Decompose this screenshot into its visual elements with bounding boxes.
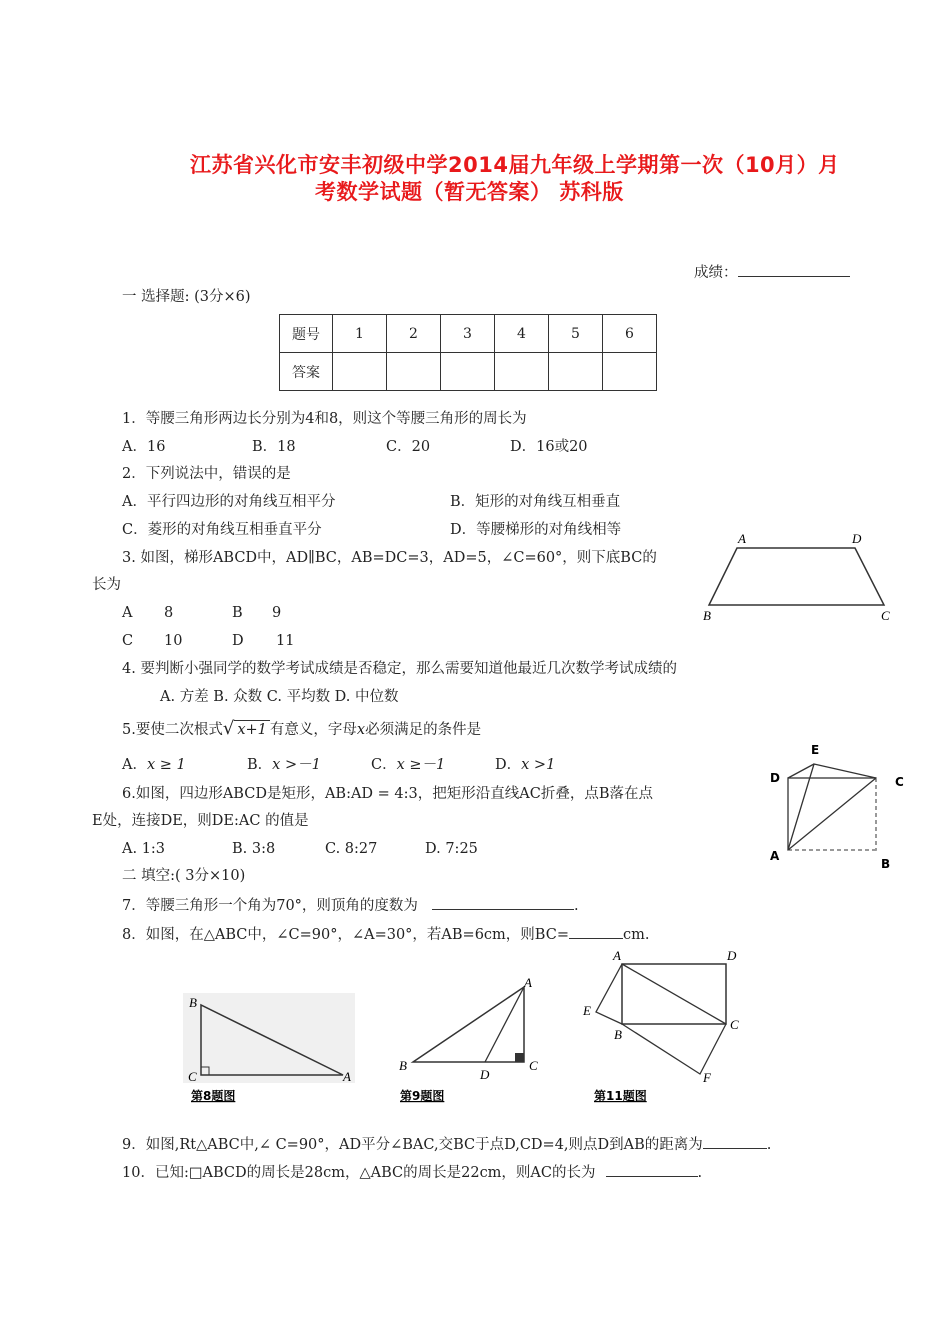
fig9-label-b: B xyxy=(399,1058,407,1073)
diagonal-ac xyxy=(788,778,876,850)
q5-option-d xyxy=(495,756,555,774)
q10 xyxy=(122,1162,702,1182)
table-cell: 5 xyxy=(549,315,603,353)
fig6-label-d: D xyxy=(770,771,780,785)
fig3-label-c: C xyxy=(881,608,890,623)
fig8-label-c: C xyxy=(188,1069,197,1084)
fig3-label-b: B xyxy=(703,608,711,623)
q9 xyxy=(122,1134,771,1154)
table-cell: 2 xyxy=(387,315,441,353)
q5-option-c-text: x ≥－1 xyxy=(396,757,446,773)
q4-stem: 4. 要判断小强同学的数学考试成绩是否稳定，那么需要知道他最近几次数学考试成绩的 xyxy=(122,661,677,677)
bisector-ad xyxy=(485,987,524,1062)
fig6-label-a: A xyxy=(770,849,780,863)
q11-fold-figure xyxy=(580,945,750,1105)
q3-stem-line-2: 长为 xyxy=(92,577,121,593)
fig9-label-c: C xyxy=(529,1058,538,1073)
fig11-label-a: A xyxy=(613,948,621,963)
triangle-abc xyxy=(413,987,524,1062)
q5-option-b-text: x >－1 xyxy=(272,757,321,773)
triangle-aeb xyxy=(596,964,622,1024)
answer-cell xyxy=(603,353,657,391)
fig3-label-d: D xyxy=(852,531,862,546)
q5-stem-pre: 5.要使二次根式 xyxy=(122,722,223,738)
fig6-label-e: E xyxy=(811,743,820,757)
q8-end: cm. xyxy=(622,927,650,943)
q9-stem: 9．如图,Rt△ABC中,∠ C=90°，AD平分∠BAC,交BC于点D,CD=4,则点D到AB的距离为 xyxy=(122,1137,703,1153)
q1-option-d: D．16或20 xyxy=(510,439,588,455)
section1-heading: 一 选择题: (3分×6) xyxy=(122,289,251,305)
fig6-label-c: C xyxy=(895,775,904,789)
q3-option-c-value: 10 xyxy=(164,633,183,649)
q7-blank xyxy=(432,895,574,910)
fig3-label-a: A xyxy=(738,531,746,546)
q3-stem-line-1: 3. 如图，梯形ABCD中，AD∥BC，AB=DC=3，AD=5，∠C=60°，则下底BC的 xyxy=(122,550,657,566)
q5-option-d-letter: D． xyxy=(495,757,522,773)
table-cell: 1 xyxy=(333,315,387,353)
q7-stem: 7．等腰三角形一个角为70°，则顶角的度数为 xyxy=(122,898,418,914)
table-cell: 3 xyxy=(441,315,495,353)
q8 xyxy=(122,924,649,944)
q5-option-c-letter: C． xyxy=(371,757,397,773)
right-angle-mark xyxy=(515,1053,524,1062)
title-line-1: 江苏省兴化市安丰初级中学2014届九年级上学期第一次（10月）月 xyxy=(190,153,840,177)
q6-option-c: C. 8:27 xyxy=(325,841,378,857)
q5-option-a xyxy=(122,756,186,774)
fig11-label-d: D xyxy=(727,948,737,963)
q3-option-a-value: 8 xyxy=(164,605,174,621)
q5-radicand: x+1 xyxy=(234,720,270,739)
q2-option-a: A．平行四边形的对角线互相平分 xyxy=(122,494,336,510)
q2-option-d: D．等腰梯形的对角线相等 xyxy=(450,522,622,538)
q5-stem xyxy=(122,720,481,739)
score-field xyxy=(694,262,850,282)
q2-stem: 2．下列说法中，错误的是 xyxy=(122,466,291,482)
q5-option-a-letter: A． xyxy=(122,757,147,773)
q5-option-b-letter: B． xyxy=(247,757,273,773)
fig6-label-b: B xyxy=(881,857,891,871)
fig8-label-a: A xyxy=(343,1069,351,1084)
q10-blank xyxy=(606,1162,698,1177)
answer-cell xyxy=(333,353,387,391)
q4-options: A. 方差 B. 众数 C. 平均数 D. 中位数 xyxy=(160,689,399,705)
fig11-label-c: C xyxy=(730,1017,739,1032)
score-blank xyxy=(738,262,850,277)
fig11-label-f: F xyxy=(703,1070,711,1085)
q5-option-c xyxy=(371,756,445,774)
q6-option-b: B. 3:8 xyxy=(232,841,276,857)
answer-cell xyxy=(441,353,495,391)
table-cell: 答案 xyxy=(280,353,333,391)
q7-end: . xyxy=(573,898,579,914)
q3-option-b-letter: B xyxy=(232,605,243,621)
q8-blank xyxy=(569,924,623,939)
radical-sign-icon: √ xyxy=(222,718,235,739)
answer-table-answer-row xyxy=(280,353,657,391)
answer-cell xyxy=(549,353,603,391)
q5-option-d-text: x >1 xyxy=(521,757,556,773)
fig9-caption: 第9题图 xyxy=(400,1089,445,1103)
q1-option-a: A．16 xyxy=(122,439,166,455)
triangle-bfc xyxy=(622,1024,726,1074)
fig9-label-d: D xyxy=(480,1067,490,1082)
q3-option-d-value: 11 xyxy=(276,633,295,649)
q6-option-a: A. 1:3 xyxy=(122,841,166,857)
q7 xyxy=(122,895,579,915)
q3-option-b-value: 9 xyxy=(272,605,282,621)
q8-triangle-figure xyxy=(183,993,355,1105)
section2-heading: 二 填空:( 3分×10) xyxy=(122,868,246,884)
q8-stem: 8．如图，在△ABC中，∠C=90°，∠A=30°，若AB=6cm，则BC= xyxy=(122,927,569,943)
q5-variable: x xyxy=(356,722,366,738)
q3-option-c-letter: C xyxy=(122,633,134,649)
answer-cell xyxy=(495,353,549,391)
q9-end: . xyxy=(766,1137,772,1153)
q5-option-a-text: x ≥ 1 xyxy=(146,757,186,773)
table-cell: 6 xyxy=(603,315,657,353)
q5-stem-post2: 必须满足的条件是 xyxy=(365,722,482,738)
title-line-2: 考数学试题（暂无答案） 苏科版 xyxy=(315,180,624,204)
fig11-label-b: B xyxy=(614,1027,622,1042)
table-cell: 4 xyxy=(495,315,549,353)
q6-option-d: D. 7:25 xyxy=(425,841,478,857)
q6-stem-line-1: 6.如图，四边形ABCD是矩形，AB:AD = 4:3，把矩形沿直线AC折叠，点B落在点 xyxy=(122,786,653,802)
q10-end: . xyxy=(697,1165,703,1181)
trapezoid-shape xyxy=(709,548,884,605)
q2-option-c: C．菱形的对角线互相垂直平分 xyxy=(122,522,322,538)
diagonal-ac xyxy=(622,964,726,1024)
answer-cell xyxy=(387,353,441,391)
table-cell: 题号 xyxy=(280,315,333,353)
q10-stem: 10．已知:□ABCD的周长是28cm，△ABC的周长是22cm，则AC的长为 xyxy=(122,1165,596,1181)
fig11-label-e: E xyxy=(583,1003,591,1018)
q9-triangle-figure xyxy=(396,975,546,1105)
q6-stem-line-2: E处，连接DE，则DE:AC 的值是 xyxy=(92,813,309,829)
q5-option-b xyxy=(247,756,321,774)
q3-option-a-letter: A xyxy=(122,605,133,621)
q1-option-c: C．20 xyxy=(386,439,431,455)
folded-triangle xyxy=(788,764,876,850)
fig11-caption: 第11题图 xyxy=(594,1089,647,1103)
score-label: 成绩： xyxy=(694,265,738,281)
q6-fold-figure xyxy=(764,734,914,874)
fig9-label-a: A xyxy=(524,975,532,990)
q3-option-d-letter: D xyxy=(232,633,244,649)
answer-table xyxy=(279,314,657,391)
q3-trapezoid-figure xyxy=(700,526,900,630)
fig8-label-b: B xyxy=(189,995,197,1010)
answer-table-header-row xyxy=(280,315,657,353)
fig8-caption: 第8题图 xyxy=(191,1089,236,1103)
q9-blank xyxy=(703,1134,767,1149)
q1-stem: 1．等腰三角形两边长分别为4和8，则这个等腰三角形的周长为 xyxy=(122,411,527,427)
q5-stem-post: 有意义，字母 xyxy=(269,722,357,738)
q1-option-b: B．18 xyxy=(252,439,296,455)
q2-option-b: B．矩形的对角线互相垂直 xyxy=(450,494,621,510)
